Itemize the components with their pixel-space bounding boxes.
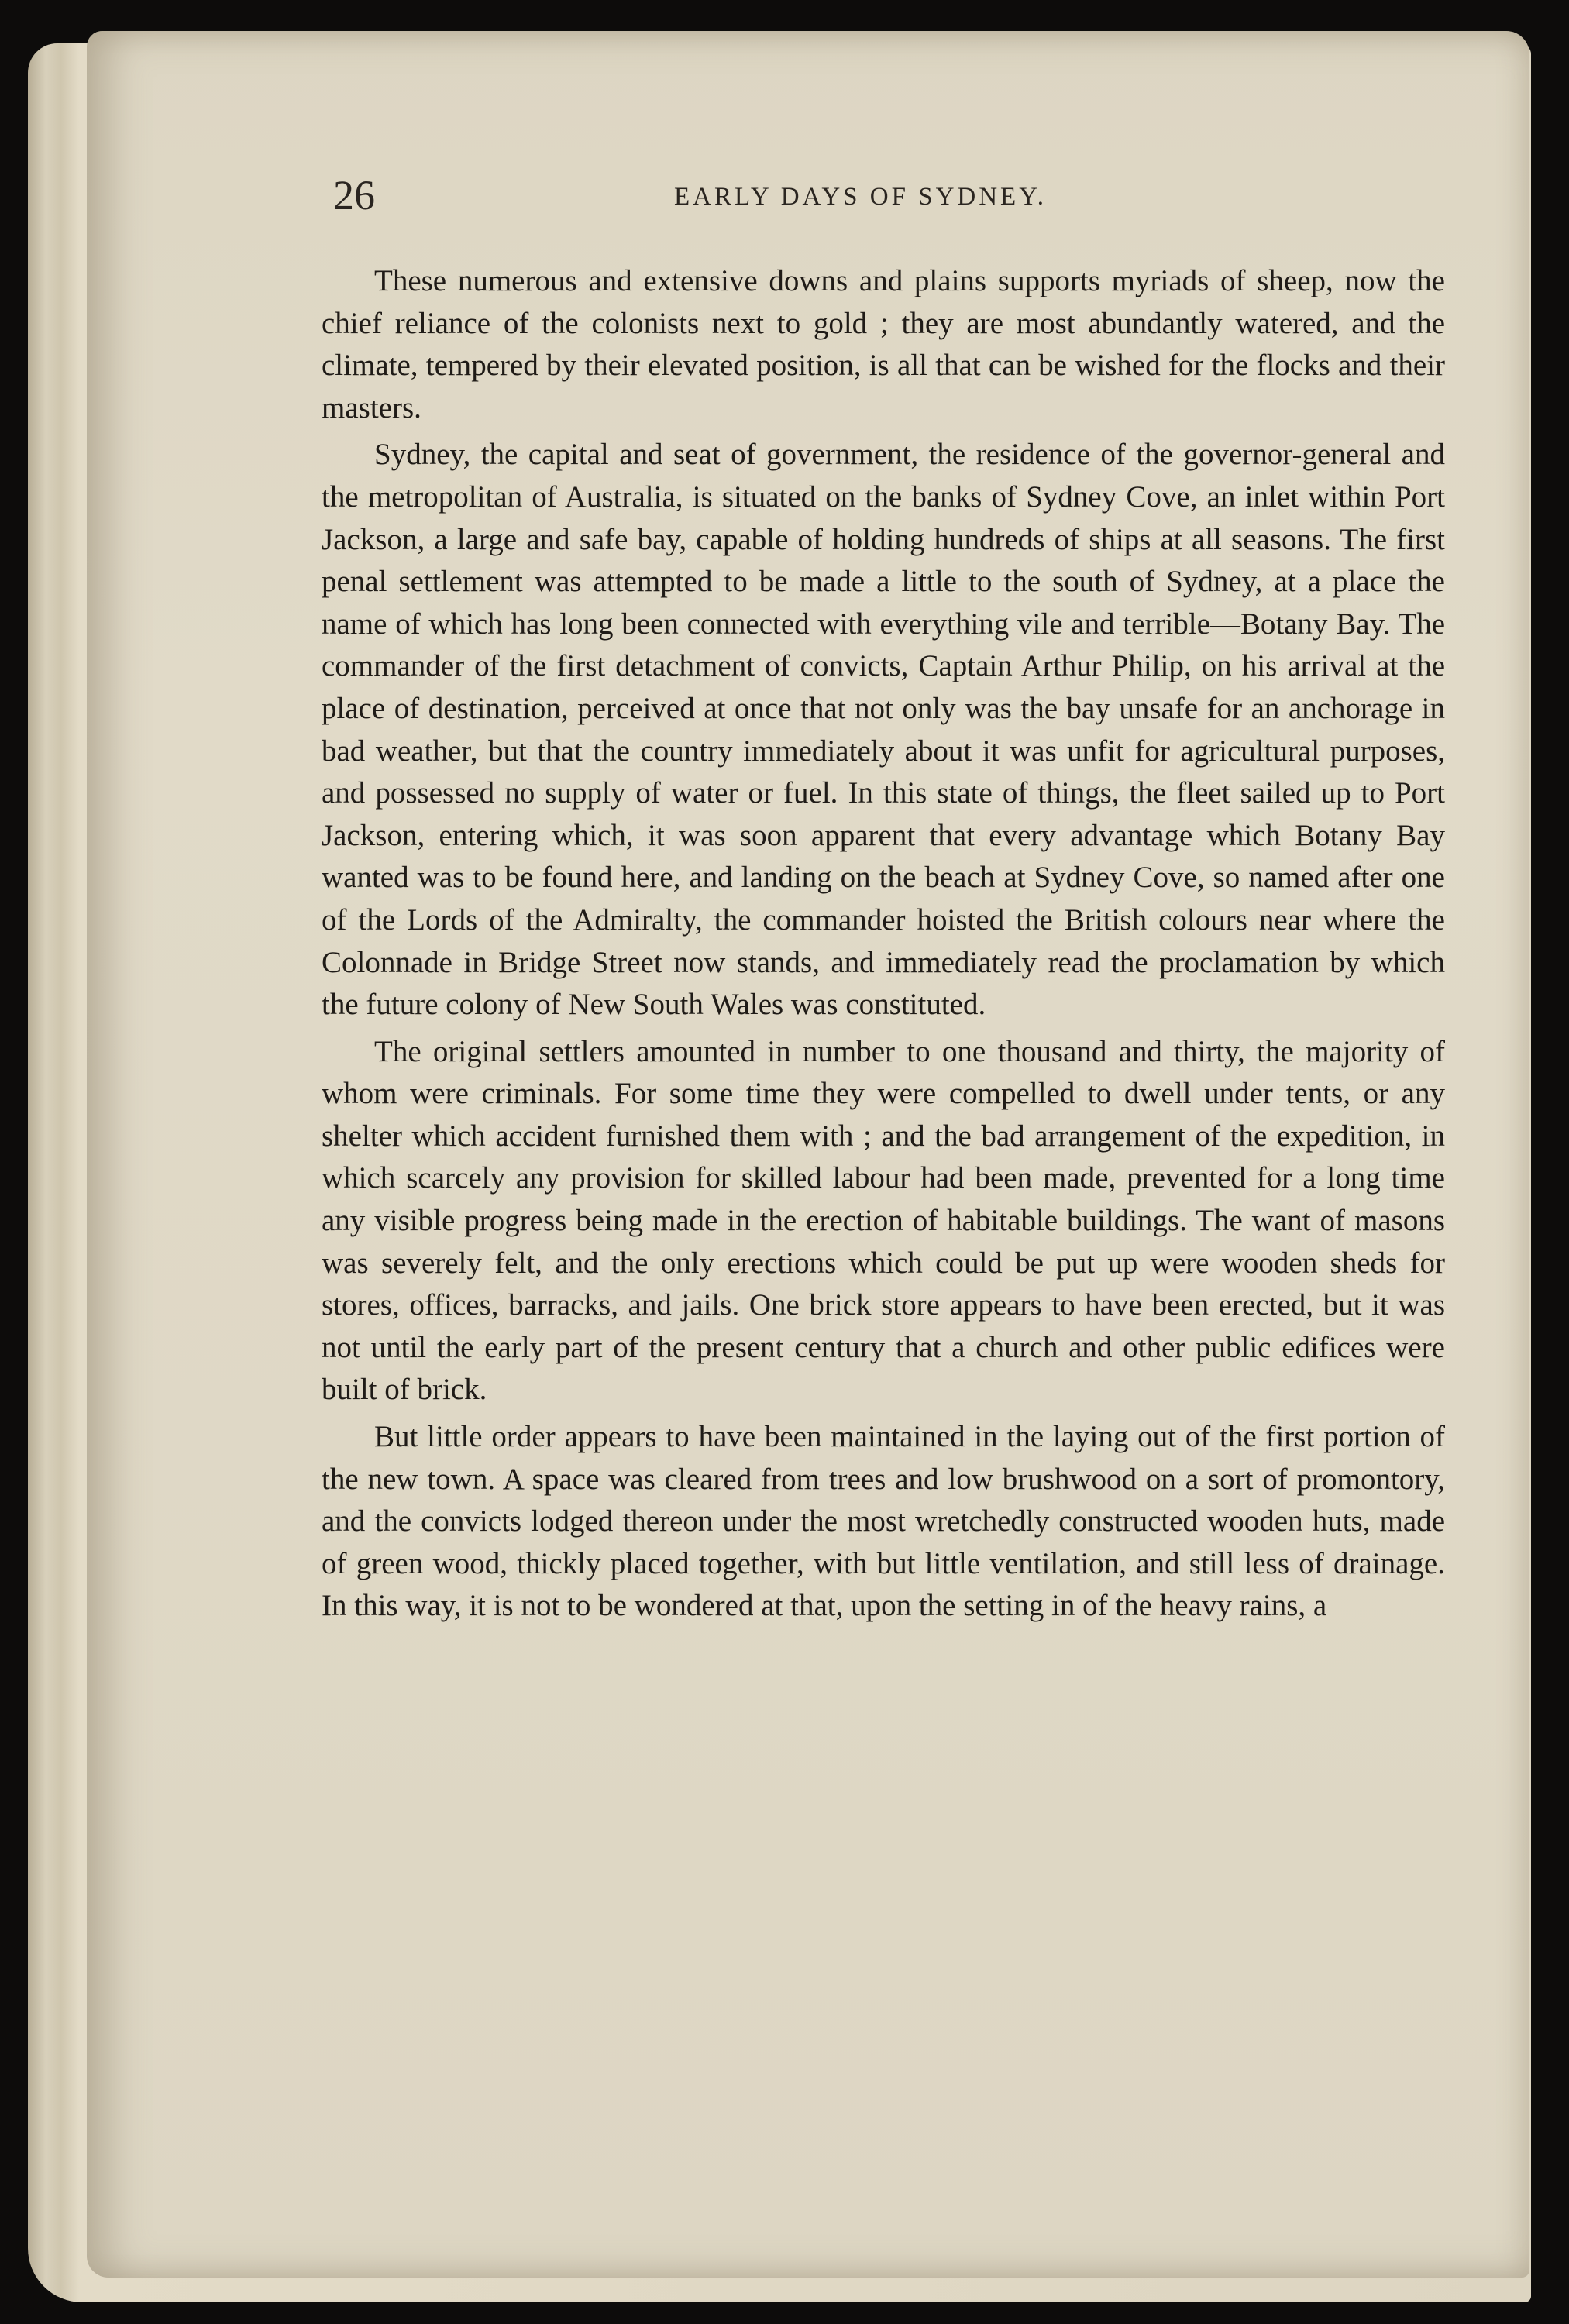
- paragraph: But little order appears to have been maintained in the laying out of the first portion of the new town. A space was cleared from trees and low brushwood on a sort of promontory, and the convicts lodged thereon under the most wretchedly constructed wooden huts, made of green wood, thickly placed together, with but little ventilation, and still less of drainage. In this way, it is not to be wondered at that, upon the setting in of the heavy rains, a: [322, 1420, 1445, 1623]
- page-number: 26: [333, 172, 375, 218]
- paragraph: The original settlers amounted in number to one thousand and thirty, the majority of whom were criminals. For some time they were compelled to dwell under tents, or any shelter which accident furnished them with ; and the bad arrangement of the expedition, in which scarcely any provision for skilled labour had been made, prevented for a long time any visible progress being made in the erection of habitable buildings. The want of masons was severely felt, and the only erections which could be put up were wooden sheds for stores, offices, barracks, and jails. One brick store appears to have been erected, but it was not until the early part of the present century that a church and other public edifices were built of brick.: [322, 1034, 1445, 1407]
- paragraph: These numerous and extensive downs and plains supports myriads of sheep, now the chief reliance of the colonists next to gold ; they are most abundantly watered, and the climate, tempered by their elevated position, is all that can be wished for the flocks and their masters.: [322, 264, 1445, 425]
- page-header: [333, 172, 1515, 231]
- paragraph: Sydney, the capital and seat of government, the residence of the governor-general and the metropolitan of Australia, is situated on the banks of Sydney Cove, an inlet within Port Jackson, a large and safe bay, capable of holding hundreds of ships at all seasons. The first penal settlement was attempted to be made a little to the south of Sydney, at a place the name of which has long been connected with everything vile and terrible—Botany Bay. The commander of the first detachment of convicts, Captain Arthur Philip, on his arrival at the place of destination, perceived at once that not only was the bay unsafe for an anchorage in bad weather, but that the country immediately about it was unfit for agricultural purposes, and possessed no supply of water or fuel. In this state of things, the fleet sailed up to Port Jackson, entering which, it was soon apparent that every advantage which Botany Bay wanted was to be found here, and landing on the beach at Sydney Cove, so named after one of the Lords of the Admiralty, the commander hoisted the British colours near where the Colonnade in Bridge Street now stands, and immediately read the proclamation by which the future colony of New South Wales was constituted.: [322, 438, 1445, 1022]
- body-text: [322, 260, 1445, 1632]
- running-title: EARLY DAYS OF SYDNEY.: [674, 183, 1048, 211]
